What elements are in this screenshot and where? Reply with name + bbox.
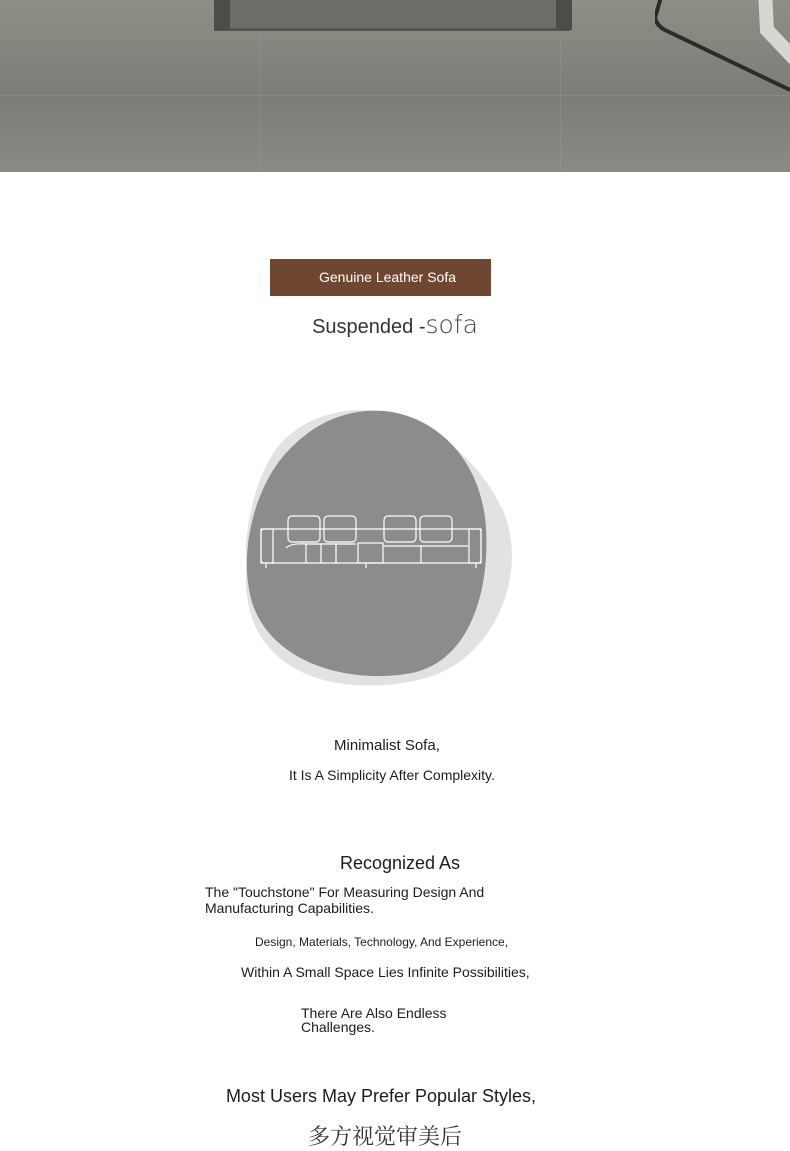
product-subtitle [0,310,790,339]
sofa-leg [214,0,230,30]
copy-line-2: It Is A Simplicity After Complexity. [289,767,495,783]
chair-frame-photo [655,0,790,100]
sofa-leg [556,0,572,30]
sofa-illustration [246,408,516,690]
sofa-base-photo [214,0,570,31]
hero-photo [0,0,790,172]
subtitle-part-2: sofa [425,310,478,339]
copy-line-7: Most Users May Prefer Popular Styles, [225,1086,537,1106]
copy-line-3: The "Touchstone" For Measuring Design And Manufacturing Capabilities. [205,884,485,916]
subtitle-part-1: Suspended - [312,316,426,338]
section-heading: Recognized As [339,853,461,873]
category-tag-label: Genuine Leather Sofa [319,269,456,285]
copy-line-1: Minimalist Sofa, [334,737,440,754]
category-tag [270,259,491,296]
copy-line-5: Within A Small Space Lies Infinite Possibilities, [241,964,530,980]
copy-line-4: Design, Materials, Technology, And Experience, [255,935,509,949]
copy-line-8: 多方视觉审美后 [307,1124,462,1149]
copy-line-6: There Are Also Endless Challenges. [301,1005,447,1035]
